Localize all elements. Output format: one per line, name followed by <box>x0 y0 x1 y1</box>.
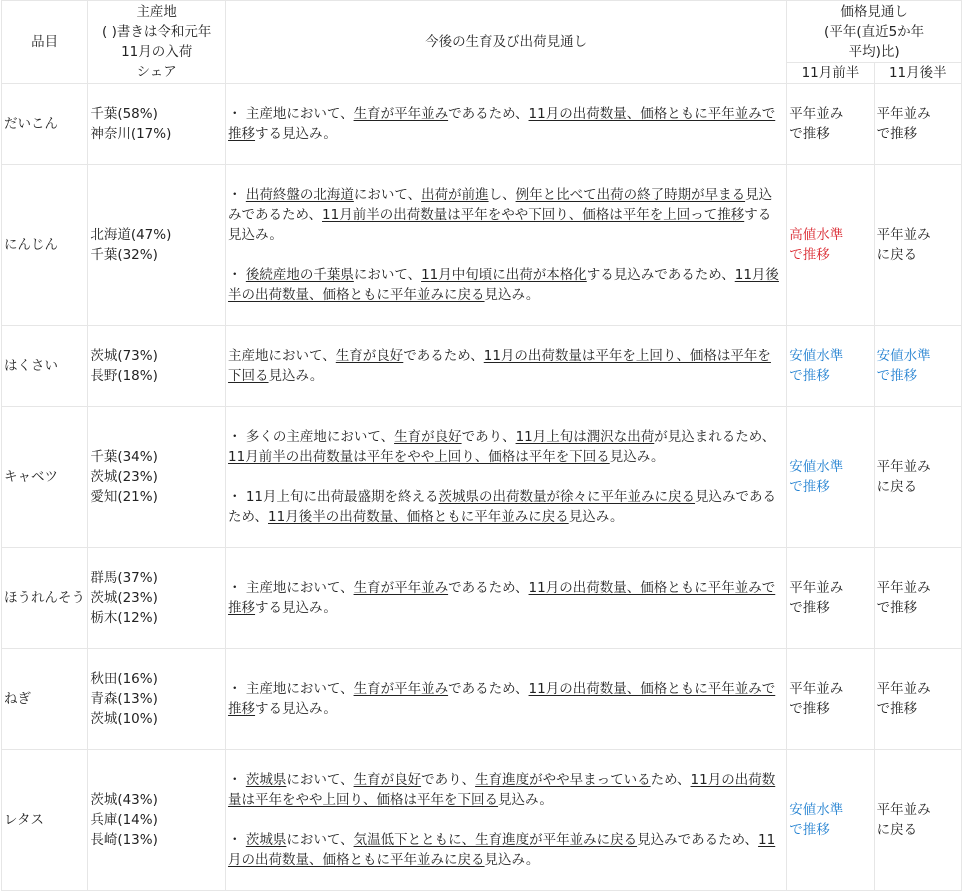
outlook-cell <box>226 165 787 326</box>
area-share: 茨城(43%) <box>90 792 158 808</box>
area-cell <box>88 84 226 165</box>
price-outlook-table <box>1 0 962 891</box>
price-text: 安値水準 <box>789 459 844 475</box>
price-first-cell <box>787 407 874 548</box>
underlined-text: 生育が良好 <box>353 772 422 788</box>
underlined-text: 11月上旬は潤沢な出荷 <box>515 429 655 445</box>
outlook-text: において、 <box>353 267 422 283</box>
outlook-text: 見込みであるため、 <box>228 187 773 223</box>
outlook-paragraph <box>228 346 784 386</box>
underlined-text: 11月の出荷数量は平年をやや上回り、価格は平年を下回る <box>228 772 776 808</box>
price-first-cell <box>787 84 874 165</box>
price-text: 平年並み <box>876 106 931 122</box>
outlook-paragraph <box>228 104 784 144</box>
outlook-text: 見込み。 <box>484 287 540 303</box>
outlook-text: 見込み。 <box>484 852 540 868</box>
price-first-cell <box>787 649 874 750</box>
item-cell: レタス <box>2 750 88 891</box>
item-cell: ねぎ <box>2 649 88 750</box>
area-share: 千葉(58%) <box>90 106 158 122</box>
table-body <box>2 84 962 891</box>
outlook-cell <box>226 326 787 407</box>
table-row <box>2 84 962 165</box>
price-text: に戻る <box>876 247 918 263</box>
area-share: 千葉(32%) <box>90 247 158 263</box>
outlook-text: 見込みであるため、 <box>228 489 777 525</box>
price-second-cell <box>874 84 961 165</box>
table-row <box>2 326 962 407</box>
outlook-paragraph <box>228 578 784 618</box>
price-text: 平年並み <box>876 681 931 697</box>
price-text: に戻る <box>876 479 918 495</box>
price-text: で推移 <box>876 126 918 142</box>
price-first-cell <box>787 326 874 407</box>
outlook-text: する見込み。 <box>255 126 337 142</box>
area-share: 長野(18%) <box>90 368 158 384</box>
price-text: で推移 <box>789 701 830 717</box>
underlined-text: 生育が良好 <box>394 429 462 445</box>
table-row <box>2 750 962 891</box>
item-cell: だいこん <box>2 84 88 165</box>
underlined-text: 11月の出荷数量は平年を上回り、価格は平年を下回る <box>228 348 771 384</box>
outlook-text: する見込み。 <box>255 600 337 616</box>
table-row <box>2 548 962 649</box>
outlook-cell <box>226 407 787 548</box>
price-text: 平年並み <box>876 802 931 818</box>
price-text: で推移 <box>876 701 918 717</box>
underlined-text: 出荷終盤の北海道 <box>245 187 354 203</box>
price-text: 安値水準 <box>789 802 844 818</box>
price-text: で推移 <box>876 600 918 616</box>
area-share: 北海道(47%) <box>90 227 172 243</box>
outlook-paragraph <box>228 679 784 719</box>
outlook-paragraph <box>228 185 784 245</box>
price-first-cell <box>787 750 874 891</box>
outlook-cell <box>226 548 787 649</box>
underlined-text: 茨城県 <box>245 832 287 848</box>
outlook-paragraph <box>228 830 784 870</box>
underlined-text: 生育が平年並み <box>353 681 449 697</box>
price-text: で推移 <box>789 600 830 616</box>
underlined-text: 茨城県 <box>245 772 287 788</box>
area-cell <box>88 326 226 407</box>
area-share: 愛知(21%) <box>90 489 158 505</box>
price-text: で推移 <box>789 822 830 838</box>
price-second-cell <box>874 165 961 326</box>
underlined-text: 生育が平年並み <box>353 106 449 122</box>
price-text: 平年並み <box>789 681 844 697</box>
underlined-text: 11月中旬頃に出荷が本格化 <box>421 267 587 283</box>
underlined-text: 11月の出荷数量、価格ともに平年並みで推移 <box>228 580 776 616</box>
outlook-cell <box>226 750 787 891</box>
area-share: 茨城(10%) <box>90 711 158 727</box>
outlook-text: において、 <box>353 187 422 203</box>
outlook-text: であるため、 <box>448 106 529 122</box>
outlook-text: ・ 11月上旬に出荷最盛期を終える <box>228 489 439 505</box>
outlook-text: において、 <box>286 772 354 788</box>
price-text: で推移 <box>789 126 830 142</box>
area-share: 秋田(16%) <box>90 671 158 687</box>
outlook-text: であり、 <box>461 429 516 445</box>
price-text: 安値水準 <box>876 348 931 364</box>
outlook-text: 見込み。 <box>568 509 624 525</box>
area-share: 群馬(37%) <box>90 570 158 586</box>
header-price-second: 11月後半 <box>874 63 961 84</box>
price-text: で推移 <box>789 479 830 495</box>
item-cell: にんじん <box>2 165 88 326</box>
outlook-text: ・ 多くの主産地において、 <box>228 429 395 445</box>
price-text: 高値水準 <box>789 227 844 243</box>
underlined-text: 11月前半の出荷数量は平年をやや上回り、価格は平年を下回る <box>228 449 610 465</box>
underlined-text: 気温低下とともに、生育進度が平年並みに戻る <box>353 832 638 848</box>
outlook-text: ・ <box>228 267 246 283</box>
table-row <box>2 165 962 326</box>
price-text: で推移 <box>876 368 918 384</box>
area-cell <box>88 165 226 326</box>
outlook-cell <box>226 84 787 165</box>
underlined-text: 11月の出荷数量、価格ともに平年並みで推移 <box>228 681 776 717</box>
price-second-cell <box>874 548 961 649</box>
price-text: に戻る <box>876 822 918 838</box>
price-second-cell <box>874 407 961 548</box>
header-row <box>2 1 962 63</box>
price-second-cell <box>874 326 961 407</box>
outlook-text: する見込みであるため、 <box>586 267 735 283</box>
area-share: 兵庫(14%) <box>90 812 158 828</box>
outlook-paragraph <box>228 770 784 810</box>
header-price: 価格見通し (平年(直近5か年 平均)比) <box>787 1 962 63</box>
header-price-first: 11月前半 <box>787 63 874 84</box>
outlook-text: ・ 主産地において、 <box>228 681 354 697</box>
outlook-text: であるため、 <box>448 580 529 596</box>
underlined-text: 11月前半の出荷数量は平年をやや下回り、価格は平年を上回って推移 <box>322 207 745 223</box>
price-text: 平年並み <box>789 106 844 122</box>
outlook-paragraph <box>228 265 784 305</box>
outlook-text: 見込みであるため、 <box>637 832 759 848</box>
item-cell: キャベツ <box>2 407 88 548</box>
outlook-paragraph <box>228 487 784 527</box>
outlook-text: において、 <box>286 832 354 848</box>
table-row <box>2 649 962 750</box>
outlook-text: 見込み。 <box>609 449 665 465</box>
outlook-text: する見込み。 <box>228 207 772 243</box>
outlook-text: ・ <box>228 832 246 848</box>
underlined-text: 生育が良好 <box>335 348 404 364</box>
price-text: 平年並み <box>876 459 931 475</box>
underlined-text: 生育進度がやや早まっている <box>475 772 651 788</box>
underlined-text: 生育が平年並み <box>353 580 449 596</box>
price-text: 平年並み <box>876 580 931 596</box>
header-area: 主産地 ( )書きは令和元年 11月の入荷 シェア <box>88 1 226 84</box>
underlined-text: 茨城県の出荷数量が徐々に平年並みに戻る <box>438 489 696 505</box>
item-cell: はくさい <box>2 326 88 407</box>
outlook-paragraph <box>228 427 784 467</box>
underlined-text: 11月後半の出荷数量、価格ともに平年並みに戻る <box>268 509 569 525</box>
underlined-text: 11月の出荷数量、価格ともに平年並みに戻る <box>228 832 776 868</box>
underlined-text: 後続産地の千葉県 <box>245 267 354 283</box>
item-cell: ほうれんそう <box>2 548 88 649</box>
area-share: 千葉(34%) <box>90 449 158 465</box>
price-text: で推移 <box>789 247 830 263</box>
area-share: 茨城(23%) <box>90 590 158 606</box>
area-share: 神奈川(17%) <box>90 126 172 142</box>
underlined-text: 11月の出荷数量、価格ともに平年並みで推移 <box>228 106 776 142</box>
outlook-text: 見込み。 <box>498 792 553 808</box>
underlined-text: 出荷が前進 <box>421 187 489 203</box>
header-outlook: 今後の生育及び出荷見通し <box>226 1 787 84</box>
outlook-text: ・ 主産地において、 <box>228 580 354 596</box>
area-share: 青森(13%) <box>90 691 158 707</box>
price-text: で推移 <box>789 368 830 384</box>
outlook-text: 見込み。 <box>268 368 324 384</box>
outlook-text: であるため、 <box>448 681 529 697</box>
area-cell <box>88 407 226 548</box>
outlook-text: する見込み。 <box>255 701 337 717</box>
underlined-text: 11月後半の出荷数量、価格ともに平年並みに戻る <box>228 267 779 303</box>
outlook-text: ・ <box>228 187 246 203</box>
area-share: 茨城(23%) <box>90 469 158 485</box>
header-item: 品目 <box>2 1 88 84</box>
area-cell <box>88 649 226 750</box>
area-cell <box>88 750 226 891</box>
price-first-cell <box>787 548 874 649</box>
area-share: 長崎(13%) <box>90 832 158 848</box>
outlook-text: 主産地において、 <box>228 348 336 364</box>
area-share: 茨城(73%) <box>90 348 158 364</box>
underlined-text: 例年と比べて出荷の終了時期が早まる <box>515 187 746 203</box>
table-row <box>2 407 962 548</box>
price-second-cell <box>874 750 961 891</box>
price-first-cell <box>787 165 874 326</box>
price-text: 安値水準 <box>789 348 844 364</box>
outlook-text: であり、 <box>421 772 476 788</box>
outlook-cell <box>226 649 787 750</box>
outlook-text: が見込まれるため、 <box>654 429 776 445</box>
outlook-text: ・ 主産地において、 <box>228 106 354 122</box>
outlook-text: ・ <box>228 772 246 788</box>
price-text: 平年並み <box>876 227 931 243</box>
area-cell <box>88 548 226 649</box>
outlook-text: であるため、 <box>403 348 484 364</box>
area-share: 栃木(12%) <box>90 610 158 626</box>
outlook-text: し、 <box>488 187 516 203</box>
outlook-text: ため、 <box>650 772 691 788</box>
price-text: 平年並み <box>789 580 844 596</box>
price-second-cell <box>874 649 961 750</box>
